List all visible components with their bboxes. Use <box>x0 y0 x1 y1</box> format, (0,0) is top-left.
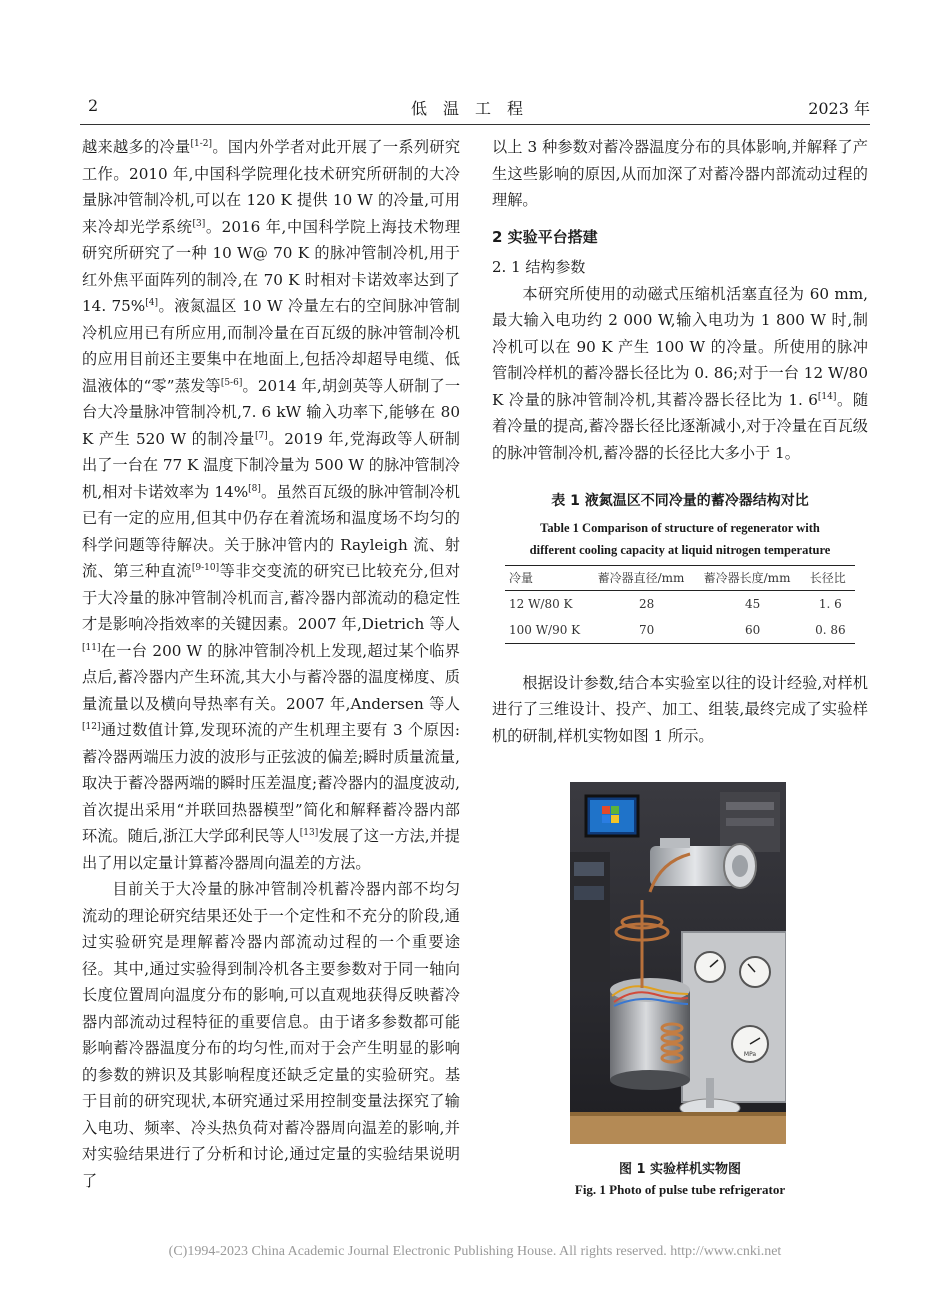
table-header-cell: 蓄冷器直径/mm <box>594 565 700 590</box>
table-row <box>505 590 855 617</box>
table-1 <box>505 565 855 644</box>
table-cell: 28 <box>638 596 655 611</box>
left-paragraph-2: 目前关于大冷量的脉冲管制冷机蓄冷器内部不均匀流动的理论研究结果还处于一个定性和不充分的阶段,通过实验研究是理解蓄冷器内部流动过程的一个重要途径。其中,通过实验得到制冷机各主要参数对于同一轴向长度位置周向温度分布的影响,可以直观地获得反映蓄冷器内部流动过程特征的重要信息。由于诸多参数都可能影响蓄冷器温度分布的均匀性,而对于会产生明显的影响的参数的辨识及其影响程度还缺乏定量的实验研究。基于目前的研究现状,本研究通过采用控制变量法探究了输入电功、频率、冷头热负荷对蓄冷器周向温差的影响,并对实验结果进行了分析和讨论,通过定量的实验结果说明了 <box>82 880 460 1190</box>
citation: [3] <box>192 218 206 229</box>
citation: [12] <box>82 721 101 732</box>
table-row <box>505 617 855 644</box>
citation: [8] <box>248 483 261 494</box>
citation: [11] <box>82 642 101 653</box>
journal-name: 低温工程 <box>410 99 539 118</box>
table-cell: 60 <box>700 617 806 644</box>
right-column <box>492 134 868 749</box>
table-cell: 12 W/80 K <box>509 596 573 611</box>
table-header-cell: 蓄冷器长度/mm <box>700 565 806 590</box>
table-header-row <box>505 565 855 590</box>
citation: [7] <box>254 430 268 441</box>
table-cell: 1. 6 <box>818 596 842 611</box>
figure-1-caption-en: Fig. 1 Photo of pulse tube refrigerator <box>574 1182 786 1197</box>
table-cell: 70 <box>594 617 700 644</box>
table-cell: 0. 86 <box>806 617 855 644</box>
citation: [4] <box>145 297 158 308</box>
table-1-caption-en: Table 1 Comparison of structure of regenerator with different cooling capacity at liquid nitrogen temperature <box>529 520 831 557</box>
section-2-heading: 2 实验平台搭建 <box>492 227 598 246</box>
citation: [13] <box>299 827 319 838</box>
right-paragraph-1: 本研究所使用的动磁式压缩机活塞直径为 60 mm,最大输入电功约 2 000 W,输入电功为 1 800 W 时,制冷机可以在 90 K 产生 100 W 的冷量。所使用的脉冲管制冷样机的蓄冷器长径比为 0. 86;对于一台 12 W/80 K 冷量的脉冲管制冷机,其蓄冷器长径比为 1. 6[14]。随着冷量的提高,蓄冷器长径比逐渐减小,对于冷量在百瓦级的脉冲管制冷机,蓄冷器的长径比大多小于 1。 <box>492 284 869 462</box>
header-rule <box>80 124 870 125</box>
left-paragraph-1: 越来越多的冷量[1-2]。国内外学者对此开展了一系列研究工作。2010 年,中国科学院理化技术研究所研制的大冷量脉冲管制冷机,可以在 120 K 提供 10 W 的冷量,可用来冷却光学系统[3]。2016 年,中国科学院上海技术物理研究所研究了一种 10 W@ 70 K 的脉冲管制冷机,用于红外焦平面阵列的制冷,在 70 K 时相对卡诺效率达到了 14. 75%[4]。液氮温区 10 W 冷量左右的空间脉冲管制冷机应用已有所应用,而制冷量在百瓦级的脉冲管制冷机的应用目前还主要集中在地面上,包括冷却超导电缆、低温液体的“零”蒸发等[5-6]。2014 年,胡剑英等人研制了一台大冷量脉冲管制冷机,7. 6 kW 输入功率下,能够在 80 K 产生 520 W 的制冷量[7]。2019 年,党海政等人研制出了一台在 77 K 温度下制冷量为 500 W 的脉冲管制冷机,相对卡诺效率为 14%[8]。虽然百瓦级的脉冲管制冷机已有一定的应用,但其中仍存在着流场和温度场不均匀的科学问题等待解决。关于脉冲管内的 Rayleigh 流、射流、第三种直流[9-10]等非交变流的研究已比较充分,但对于大冷量的脉冲管制冷机而言,蓄冷器内部流动的稳定性才是影响冷指效率的关键因素。2007 年,Dietrich 等人[11]在一台 200 W 的脉冲管制冷机上发现,超过某个临界点后,蓄冷器内产生环流,其大小与蓄冷器的温度梯度、质量流量以及横向导热率有关。2007 年,Andersen 等人[12]通过数值计算,发现环流的产生机理主要有 3 个原因:蓄冷器两端压力波的波形与正弦波的偏差;瞬时质量流量,取决于蓄冷器两端的瞬时压差温度;蓄冷器内的温度波动,首次提出采用“并联回热器模型”简化和解释蓄冷器内部环流。随后,浙江大学邱利民等人[13]发展了这一方法,并提出了用以定量计算蓄冷器周向温差的方法。 <box>82 138 461 872</box>
table-cell: 100 W/90 K <box>505 617 594 644</box>
citation: [5-6] <box>220 377 243 388</box>
publication-year: 2023 年 <box>808 99 870 118</box>
right-paragraph-2: 根据设计参数,结合本实验室以往的设计经验,对样机进行了三维设计、投产、加工、组装,最终完成了实验样机的研制,样机实物如图 1 所示。 <box>492 673 868 745</box>
copyright-watermark: (C)1994-2023 China Academic Journal Electronic Publishing House. All rights reserved. http://www.cnki.net <box>168 1244 782 1259</box>
table-header-cell: 冷量 <box>505 565 594 590</box>
figure-1-caption-zh: 图 1 实验样机实物图 <box>618 1162 742 1177</box>
refrigerator-photo-illustration <box>570 782 786 1144</box>
table-1-caption-zh: 表 1 液氮温区不同冷量的蓄冷器结构对比 <box>551 493 809 509</box>
section-2-1-heading: 2. 1 结构参数 <box>492 258 586 276</box>
running-header <box>80 96 870 122</box>
gauge-label: MPa <box>743 1051 757 1058</box>
page-number: 2 <box>88 96 99 115</box>
left-column <box>82 134 460 1194</box>
citation: [14] <box>817 391 837 402</box>
right-paragraph-0: 以上 3 种参数对蓄冷器温度分布的具体影响,并解释了产生这些影响的原因,从而加深了对蓄冷器内部流动过程的理解。 <box>492 138 868 209</box>
table-header-cell: 长径比 <box>806 565 855 590</box>
figure-1-photo <box>570 782 786 1144</box>
table-cell: 45 <box>745 596 761 611</box>
citation: [1-2] <box>190 138 213 149</box>
citation: [9-10] <box>191 562 220 573</box>
